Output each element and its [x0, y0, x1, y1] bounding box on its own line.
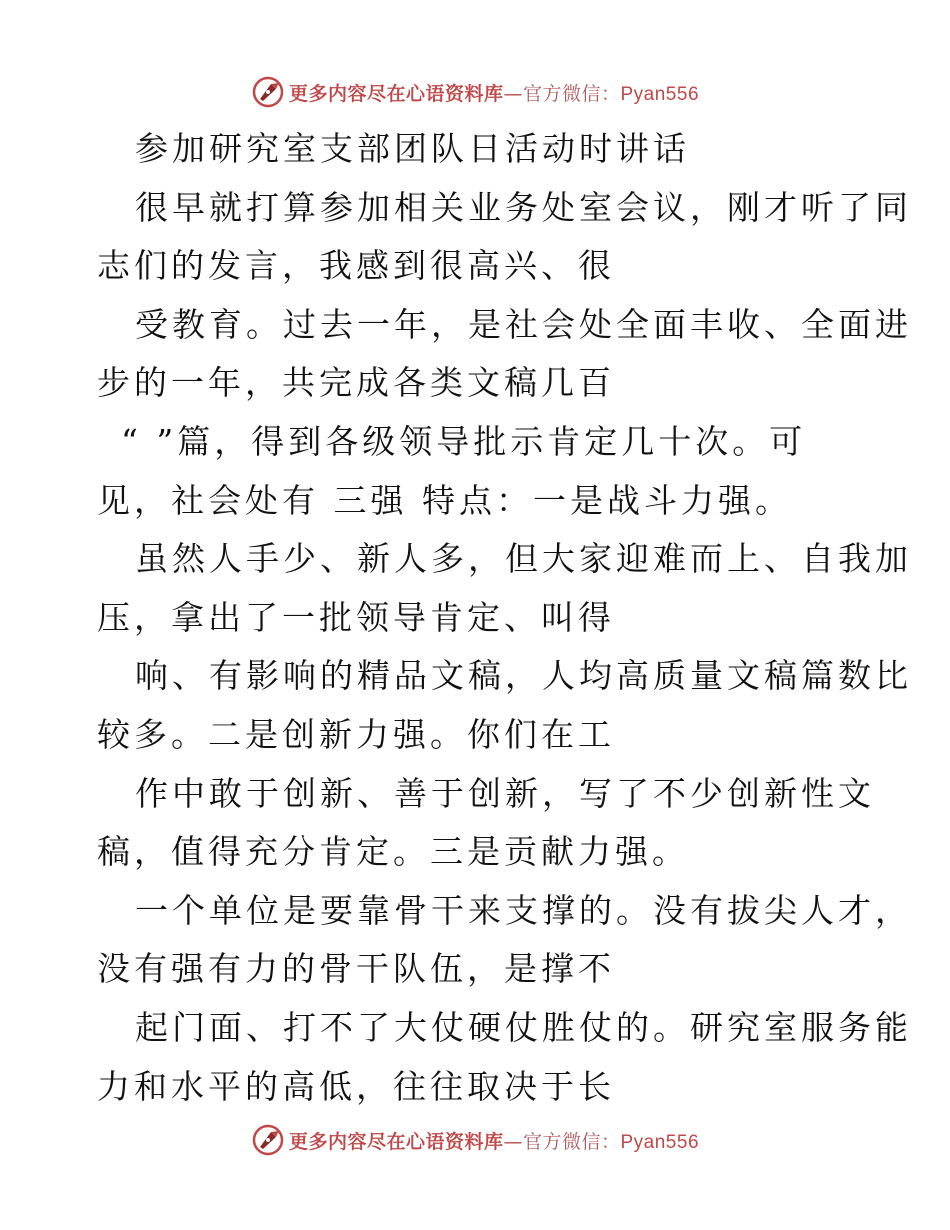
watermark-dash: — — [503, 1130, 523, 1153]
footer-watermark — [0, 1120, 950, 1160]
watermark-brand: 更多内容尽在心语资料库 — [288, 1130, 504, 1153]
paragraph-line: 没有强有力的骨干队伍，是撑不 — [97, 949, 615, 989]
paragraph-line: 稿，值得充分肯定。三是贡献力强。 — [97, 832, 689, 872]
paragraph-line: 作中敢于创新、善于创新，写了不少创新性文 — [135, 773, 875, 813]
paragraph-line: 见，社会处有 三强 特点：一是战斗力强。 — [97, 480, 792, 520]
watermark-dash: — — [503, 82, 523, 105]
paragraph-line: 一个单位是要靠骨干来支撑的。没有拔尖人才， — [135, 890, 912, 930]
watermark-id: Pyan556 — [620, 83, 700, 105]
watermark-id: Pyan556 — [620, 1131, 700, 1153]
header-watermark — [0, 72, 950, 112]
paragraph-line: 响、有影响的精品文稿，人均高质量文稿篇数比 — [135, 656, 912, 696]
paragraph-line: 虽然人手少、新人多，但大家迎难而上、自我加 — [135, 539, 912, 579]
pen-nib-logo-icon — [251, 75, 285, 109]
watermark-official: 官方微信： — [522, 1130, 621, 1153]
paragraph-line: 步的一年，共完成各类文稿几百 — [97, 363, 615, 403]
watermark-text — [289, 1127, 699, 1154]
pen-nib-logo-icon — [251, 1123, 285, 1157]
paragraph-line: 很早就打算参加相关业务处室会议，刚才听了同 — [135, 187, 912, 227]
document-title: 参加研究室支部团队日活动时讲话 — [135, 129, 690, 168]
watermark-text — [289, 79, 699, 106]
paragraph-line: 压，拿出了一批领导肯定、叫得 — [97, 597, 615, 637]
paragraph-line: 起门面、打不了大仗硬仗胜仗的。研究室服务能 — [135, 1007, 912, 1047]
watermark-official: 官方微信： — [522, 82, 621, 105]
watermark-brand: 更多内容尽在心语资料库 — [288, 82, 504, 105]
paragraph-line: 志们的发言，我感到很高兴、很 — [97, 246, 615, 286]
paragraph-line: 较多。二是创新力强。你们在工 — [97, 714, 615, 754]
paragraph-line: 力和水平的高低，往往取决于长 — [97, 1066, 615, 1106]
document-body — [97, 120, 912, 1116]
paragraph-line: 受教育。过去一年，是社会处全面丰收、全面进 — [135, 304, 912, 344]
paragraph-line: “ ”篇，得到各级领导批示肯定几十次。可 — [121, 421, 807, 461]
